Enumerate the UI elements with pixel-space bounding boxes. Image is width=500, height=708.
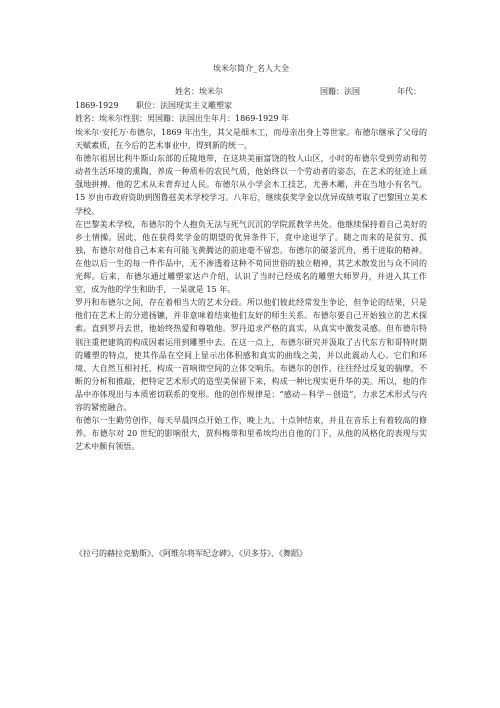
paragraph: 在巴黎美术学校，布德尔的个人抱负无法与死气沉沉的学院派教学共处。他继续保持着自己美好的乡土情操。因此，他在获得奖学金的期望的优异条件下，竟中途退学了。随之而来的是贫穷、孤独，布德尔对他自己本来有可能飞黄腾达的前途毫不留恋。布德尔的破釜沉舟，勇于进取的精神。在他以后一生的每一件作品中，无不渗透着这种不苟同世俗的独立精神，其艺术散发出与众不同的光辉。后来，布德尔通过雕塑家达卢介绍，认识了当时已经成名的雕塑大师罗丹，并进入其工作室，成为他的学生和助手，一呆就是 15 年。 — [75, 219, 427, 295]
paragraph: 布德尔祖居比利牛斯山东部的丘陵地带，在这块美丽富饶的牧人山区，小时的布德尔受到劳动和劳动者生活环境的熏陶，养成一种质朴的农民气质，他始终以一个劳动者的姿态，在艺术的征途上顽强地拼搏。他的艺术从未背弃过人民。布德尔从小学会木工技艺，尤善木雕，并在当地小有名气。15 岁由市政府资助到图鲁兹美术学校学习。八年后，继续获奖学金以优异成绩考取了巴黎国立美术学校。 — [75, 154, 427, 216]
paragraph: 埃米尔·安托万·布德尔，1869 年出生，其父是细木工，而母亲出身上等世家。布德尔继承了父母的天赋素质，在今后的艺术事业中，得到新的统一。 — [75, 128, 427, 151]
meta-job: 职位：法国现实主义雕塑家 — [136, 101, 232, 110]
meta-era-value: 1869-1929 — [75, 101, 119, 110]
works-list: 《拉弓的赫拉克勒斯》、《阿维尔将军纪念碑》、《贝多芬》、《舞蹈》 — [75, 549, 307, 558]
body-text — [75, 126, 427, 453]
meta-era-label: 年代： — [397, 87, 421, 96]
paragraph: 罗丹和布德尔之间，存在着相当大的艺术分歧。所以他们彼此经常发生争论，但争论的结果，只是他们在艺术上的分道扬镳，并非意味着结束他们友好的师生关系。布德尔要自己开始独立的艺术探索。直到罗丹去世，他始终热爱和尊敬他。罗丹追求严格的真实，从真实中激发灵感。但布德尔特别注重把建筑的构成因素运用到雕塑中去。在这一点上，布德尔研究并汲取了古代东方和哥特时期的雕塑的特点，使其作品在空间上显示出体积感和真实的曲线之美，并以此震动人心。它们和环境、大自然互相衬托，构成一首响彻空间的立体交响乐。布德尔的创作，往往经过反复的揣摩，不断的分析和推敲，把特定艺术形式的造型美保留下来，构成一种比现实更升华的美。所以，他的作品中亦体现出与本质密切联系的变形。他的创作规律是：“感动－科学－创造”，力求艺术形式与内容的紧密融合。 — [75, 298, 427, 412]
meta-name: 姓名：埃米尔 — [175, 87, 223, 96]
meta-nationality: 国籍：法国 — [320, 87, 360, 96]
gender-line: 姓名：埃米尔性别：男国籍：法国出生年月：1869-1929 年 — [75, 114, 289, 123]
paragraph: 布德尔一生勤劳创作，每天早晨四点开始工作，晚上九、十点钟结束，并且在音乐上有着较高的修养。布德尔对 20 世纪的影响很大，贾科梅蒂和里希埃均出自他的门下，从他的风格化的表现与实艺术中颇有领悟。 — [75, 416, 427, 452]
page-title: 埃米尔简介_名人大全 — [213, 64, 289, 73]
meta-row — [75, 86, 427, 98]
